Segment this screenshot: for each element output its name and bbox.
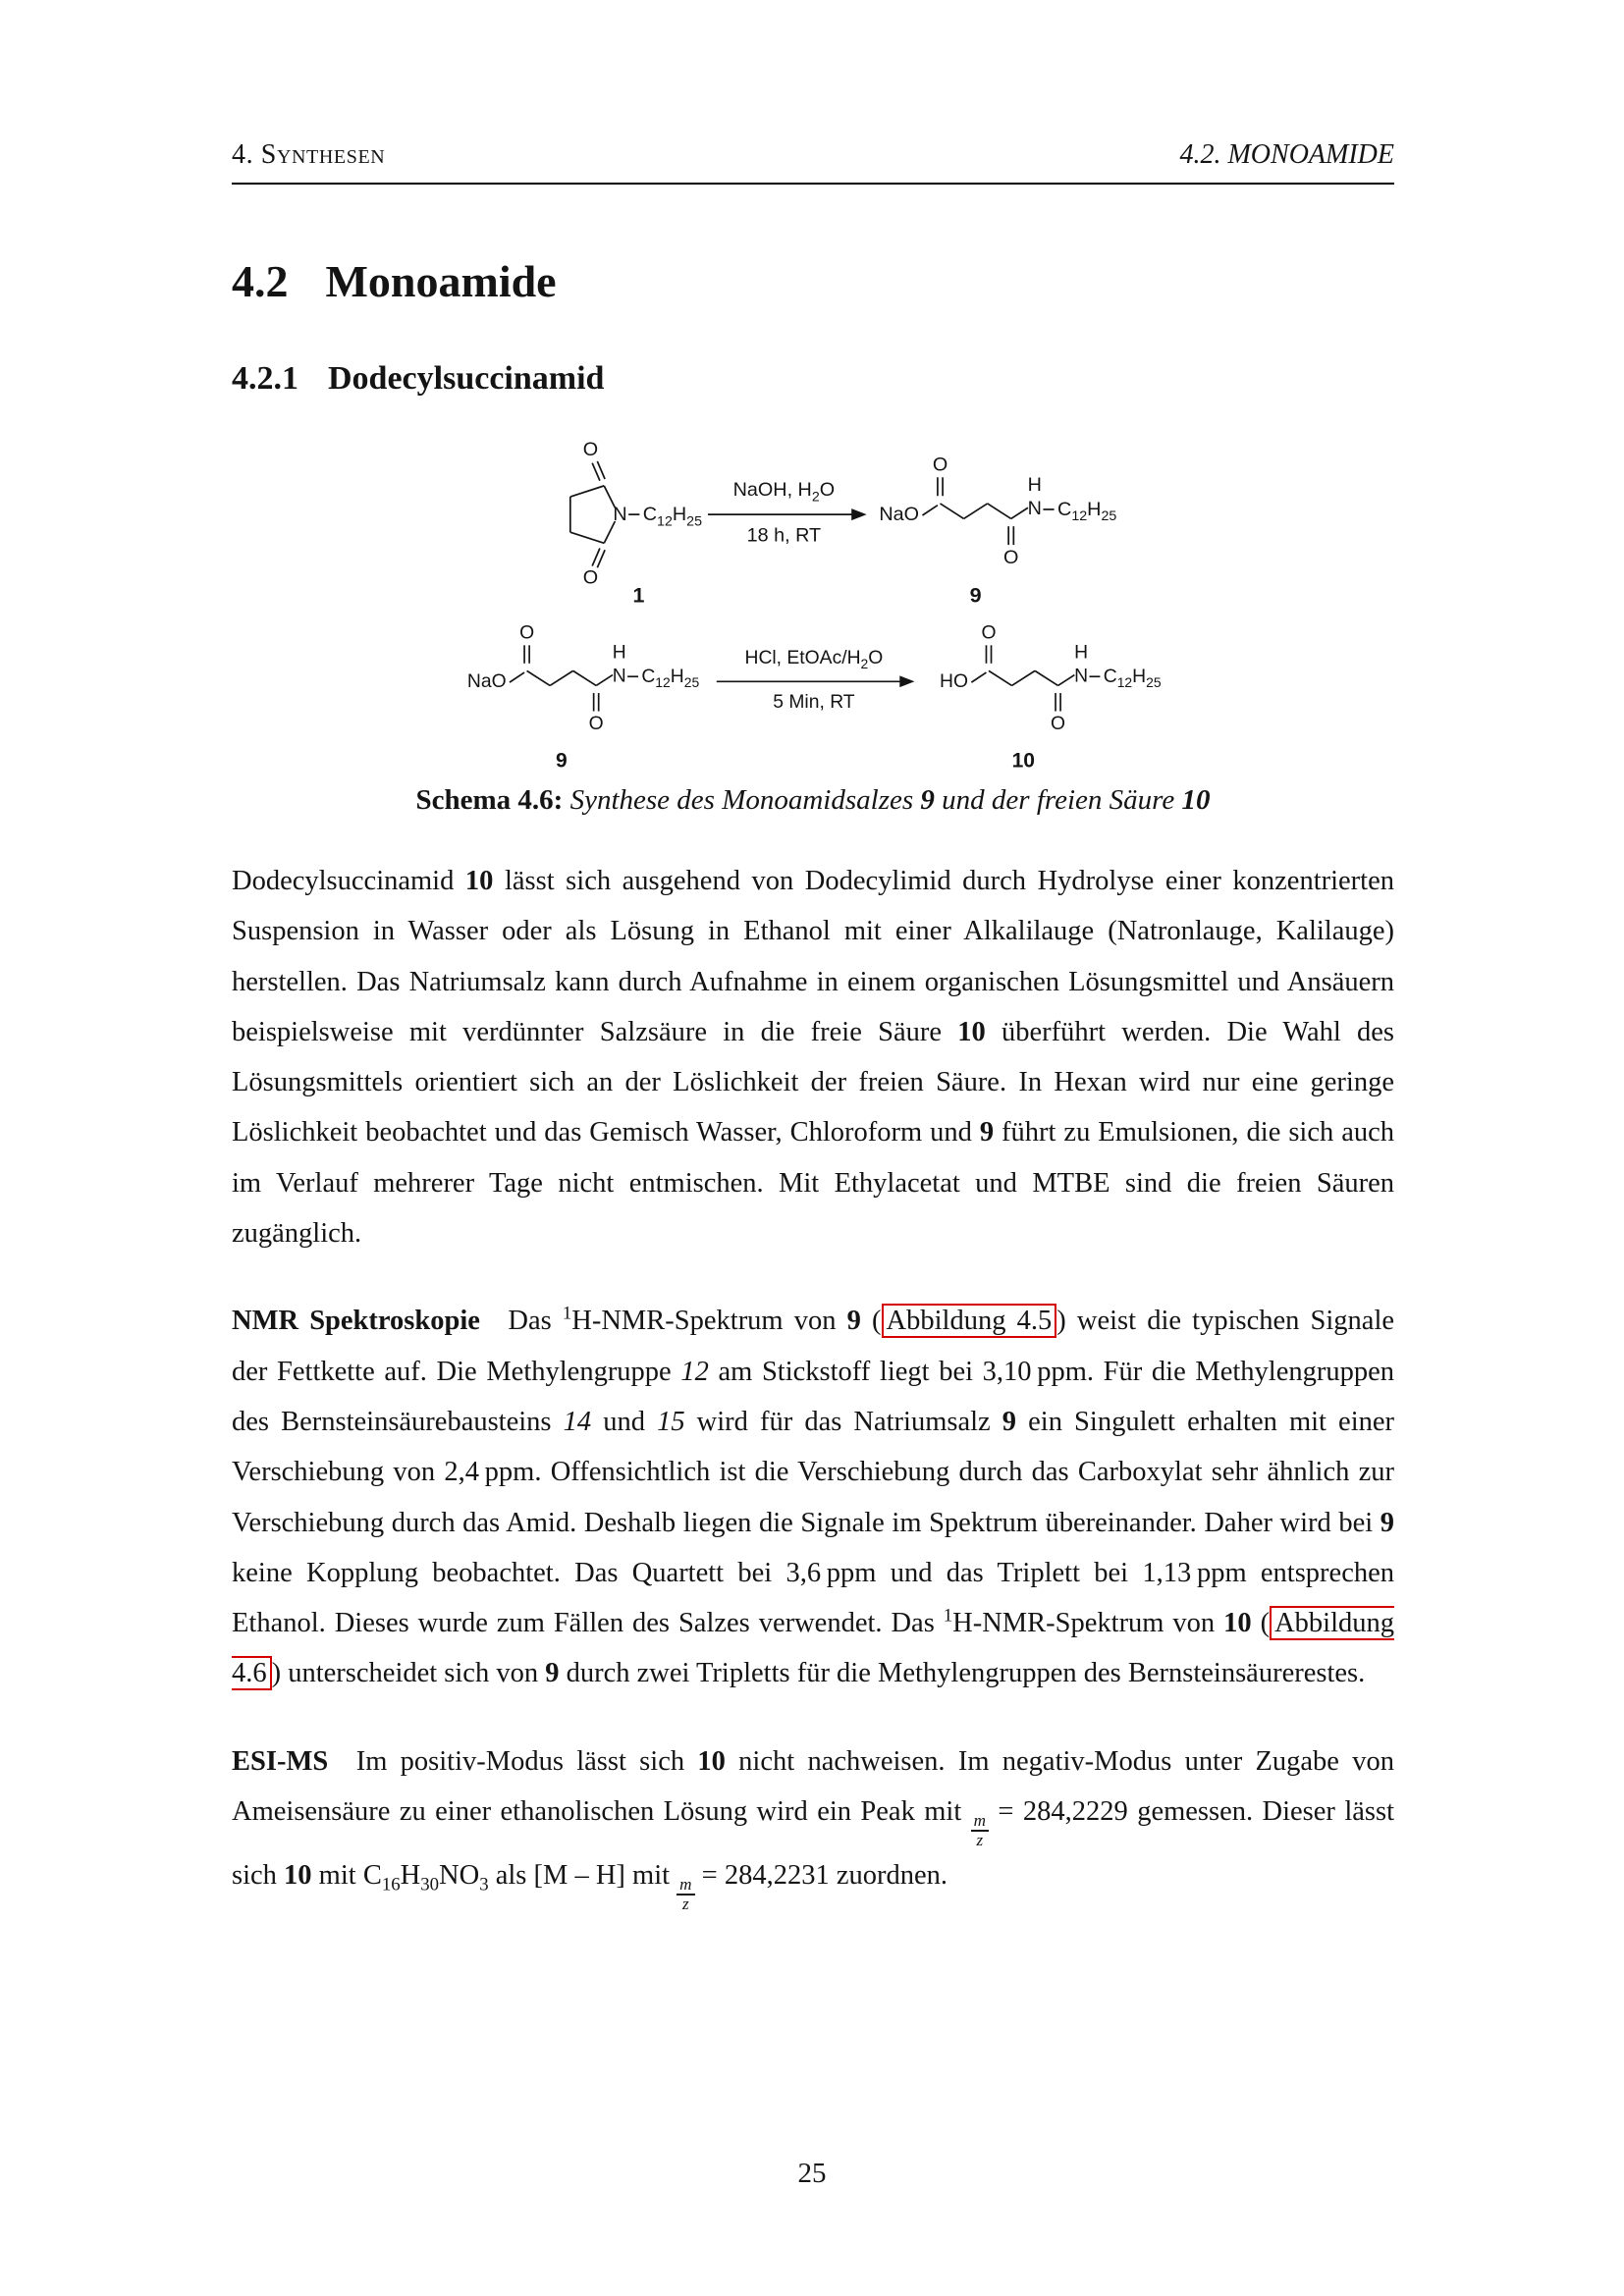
bond-line [569, 486, 603, 497]
subsection-heading [232, 360, 1394, 398]
chain-label-c12h25: $C_{12}H_{25}$ [642, 504, 702, 530]
conditions-below: 5 Min, RT [772, 692, 855, 714]
conditions-below: 18 h, RT [746, 524, 821, 547]
figure-reference-link[interactable]: Abbildung 4.5 [882, 1304, 1057, 1338]
paragraph-intro: Dodecylsuccinamid 10 lässt sich ausgehend von Dodecylimid durch Hydrolyse einer konzentrierten Suspension in Wasser oder als Lösung in Ethanol mit einer Alkalilauge (Natronlauge, Kalilauge) herstellen. Das Natriumsalz kann durch Aufnahme in einem organischen Lösungsmittel und Ansäuern beispielsweise mit verdünnter Salzsäure in die freie Säure 10 überführt werden. Die Wahl des Lösungsmittels orientiert sich an der Löslichkeit der freien Säure. In Hexan wird nur eine geringe Löslichkeit beobachtet und das Gemisch Wasser, Chloroform und 9 führt zu Emulsionen, die sich auch im Verlauf mehrerer Tage nicht entmischen. Mit Ethylacetat und MTBE sind die freien Säuren zugänglich. [232, 866, 1394, 1250]
bond-line [596, 675, 613, 686]
atom-label-o-bottom: O [582, 566, 598, 589]
running-header-left: 4. Synthesen [232, 139, 386, 170]
chain-label-c12h25: $C_{12}H_{25}$ [1103, 667, 1162, 691]
atom-label-o: O [518, 622, 534, 644]
running-header [232, 139, 1394, 185]
arrowhead [851, 508, 866, 520]
atom-label-n: N [1073, 666, 1088, 687]
group-label-nao: NaO [878, 504, 919, 526]
scheme-figure [232, 437, 1394, 817]
bond-line [569, 532, 603, 543]
section-number: 4.2 [232, 256, 289, 306]
group-label-ho: HO [939, 671, 968, 693]
atom-label-o: O [588, 714, 604, 734]
bond-line [1010, 507, 1027, 518]
paragraph-nmr-spektroskopie: NMR Spektroskopie Das $^1$H-NMR-Spektrum von 9 ( Abbildung 4.5 ) weist die typischen Signale der Fettkette auf. Die Methylengruppe 12 am Stickstoff liegt bei 3,10 ppm. Für die Methylengruppen des Bernsteinsäurebausteins 14 und 15 wird für das Natriumsalz 9 ein Singulett erhalten mit einer Verschiebung von 2,4 ppm. Offensichtlich ist die Verschiebung durch das Carboxylat sehr ähnlich zur Verschiebung durch das Amid. Deshalb liegen die Signale im Spektrum übereinander. Daher wird bei 9 keine Kopplung beobachtet. Das Quartett bei 3,6 ppm und das Triplett bei 1,13 ppm entsprechen Ethanol. Dieses wurde zum Fällen des Salzes verwendet. Das $^1$H-NMR-Spektrum von 10 ( Abbildung 4.6 ) unterscheidet sich von 9 durch zwei Tripletts für die Methylengruppen des Bernsteinsäurerestes. [232, 1303, 1395, 1689]
bond-line [509, 672, 523, 682]
atom-label-n: N [612, 666, 626, 687]
scheme-caption: Schema 4.6: Synthese des Monoamidsalzes 9 und der freien Säure 10 [415, 784, 1211, 816]
fraction-m-over-z: $\frac{m}{z}$ [677, 1876, 694, 1914]
bond-line [1011, 670, 1035, 685]
bond-line [1057, 675, 1074, 686]
chain-label-c12h25: $C_{12}H_{25}$ [1056, 498, 1116, 525]
atom-label-n: N [1027, 498, 1042, 520]
reaction-arrow-1 [708, 479, 867, 546]
bond-line [989, 670, 1012, 685]
section-title: Monoamide [325, 256, 557, 306]
bond-line [922, 506, 937, 515]
atom-label-o-top: O [582, 438, 598, 460]
conditions-above: NaOH, $H_2O$ [732, 479, 835, 506]
running-header-right: 4.2. MONOAMIDE [1179, 139, 1394, 170]
compound-9-structure [466, 623, 699, 771]
chain-label-c12h25: $C_{12}H_{25}$ [640, 667, 699, 691]
atom-label-n: N [612, 504, 627, 526]
atom-label-o: O [1050, 714, 1065, 734]
bond-line [940, 504, 963, 518]
bond-line [550, 670, 573, 685]
bond-line [971, 672, 986, 682]
reaction-2-drawing [453, 606, 1174, 771]
bond-line [526, 670, 550, 685]
atom-label-h: H [1027, 474, 1042, 497]
figure-reference-link[interactable]: Abbildung 4.6 [232, 1608, 1394, 1689]
fraction-m-over-z: $\frac{m}{z}$ [971, 1812, 989, 1850]
compound-9-structure [879, 454, 1116, 606]
atom-label-h: H [612, 642, 626, 664]
group-label-nao: NaO [466, 671, 507, 693]
conditions-above: HCl, EtOAc/$H_2O$ [744, 647, 883, 671]
paragraph-esi-ms: ESI-MS Im positiv-Modus lässt sich 10 nicht nachweisen. Im negativ-Modus unter Zugabe von Ameisensäure zu einer ethanolischen Lösung wird ein Peak mit $\frac{m}{z}$ = 284,2229 gemessen. Dieser lässt sich 10 mit $C_{16}H_{30}NO_3$ als [M – H] mit $\frac{m}{z}$ = 284,2231 zuordnen. [232, 1745, 1394, 1914]
reaction-arrow-2 [716, 648, 914, 713]
reaction-1-drawing [497, 437, 1130, 606]
arrowhead [899, 675, 914, 687]
bond-line [963, 504, 987, 518]
atom-label-o: O [1002, 547, 1018, 568]
compound-1-structure [569, 439, 701, 606]
compound-10-structure [940, 623, 1162, 771]
atom-label-o: O [980, 622, 997, 644]
section-heading [232, 255, 1394, 307]
subsection-title: Dodecylsuccinamid [328, 360, 605, 397]
bond-line [572, 670, 596, 685]
bond-line [987, 504, 1010, 518]
bond-line [1035, 670, 1058, 685]
compound-number-1: 1 [631, 583, 644, 606]
atom-label-o: O [932, 454, 947, 476]
page-number: 25 [797, 2158, 827, 2189]
compound-number-10: 10 [1011, 749, 1035, 771]
compound-number-9: 9 [969, 583, 982, 606]
subsection-number: 4.2.1 [232, 360, 298, 397]
compound-number-9: 9 [555, 749, 568, 771]
atom-label-h: H [1073, 642, 1088, 664]
